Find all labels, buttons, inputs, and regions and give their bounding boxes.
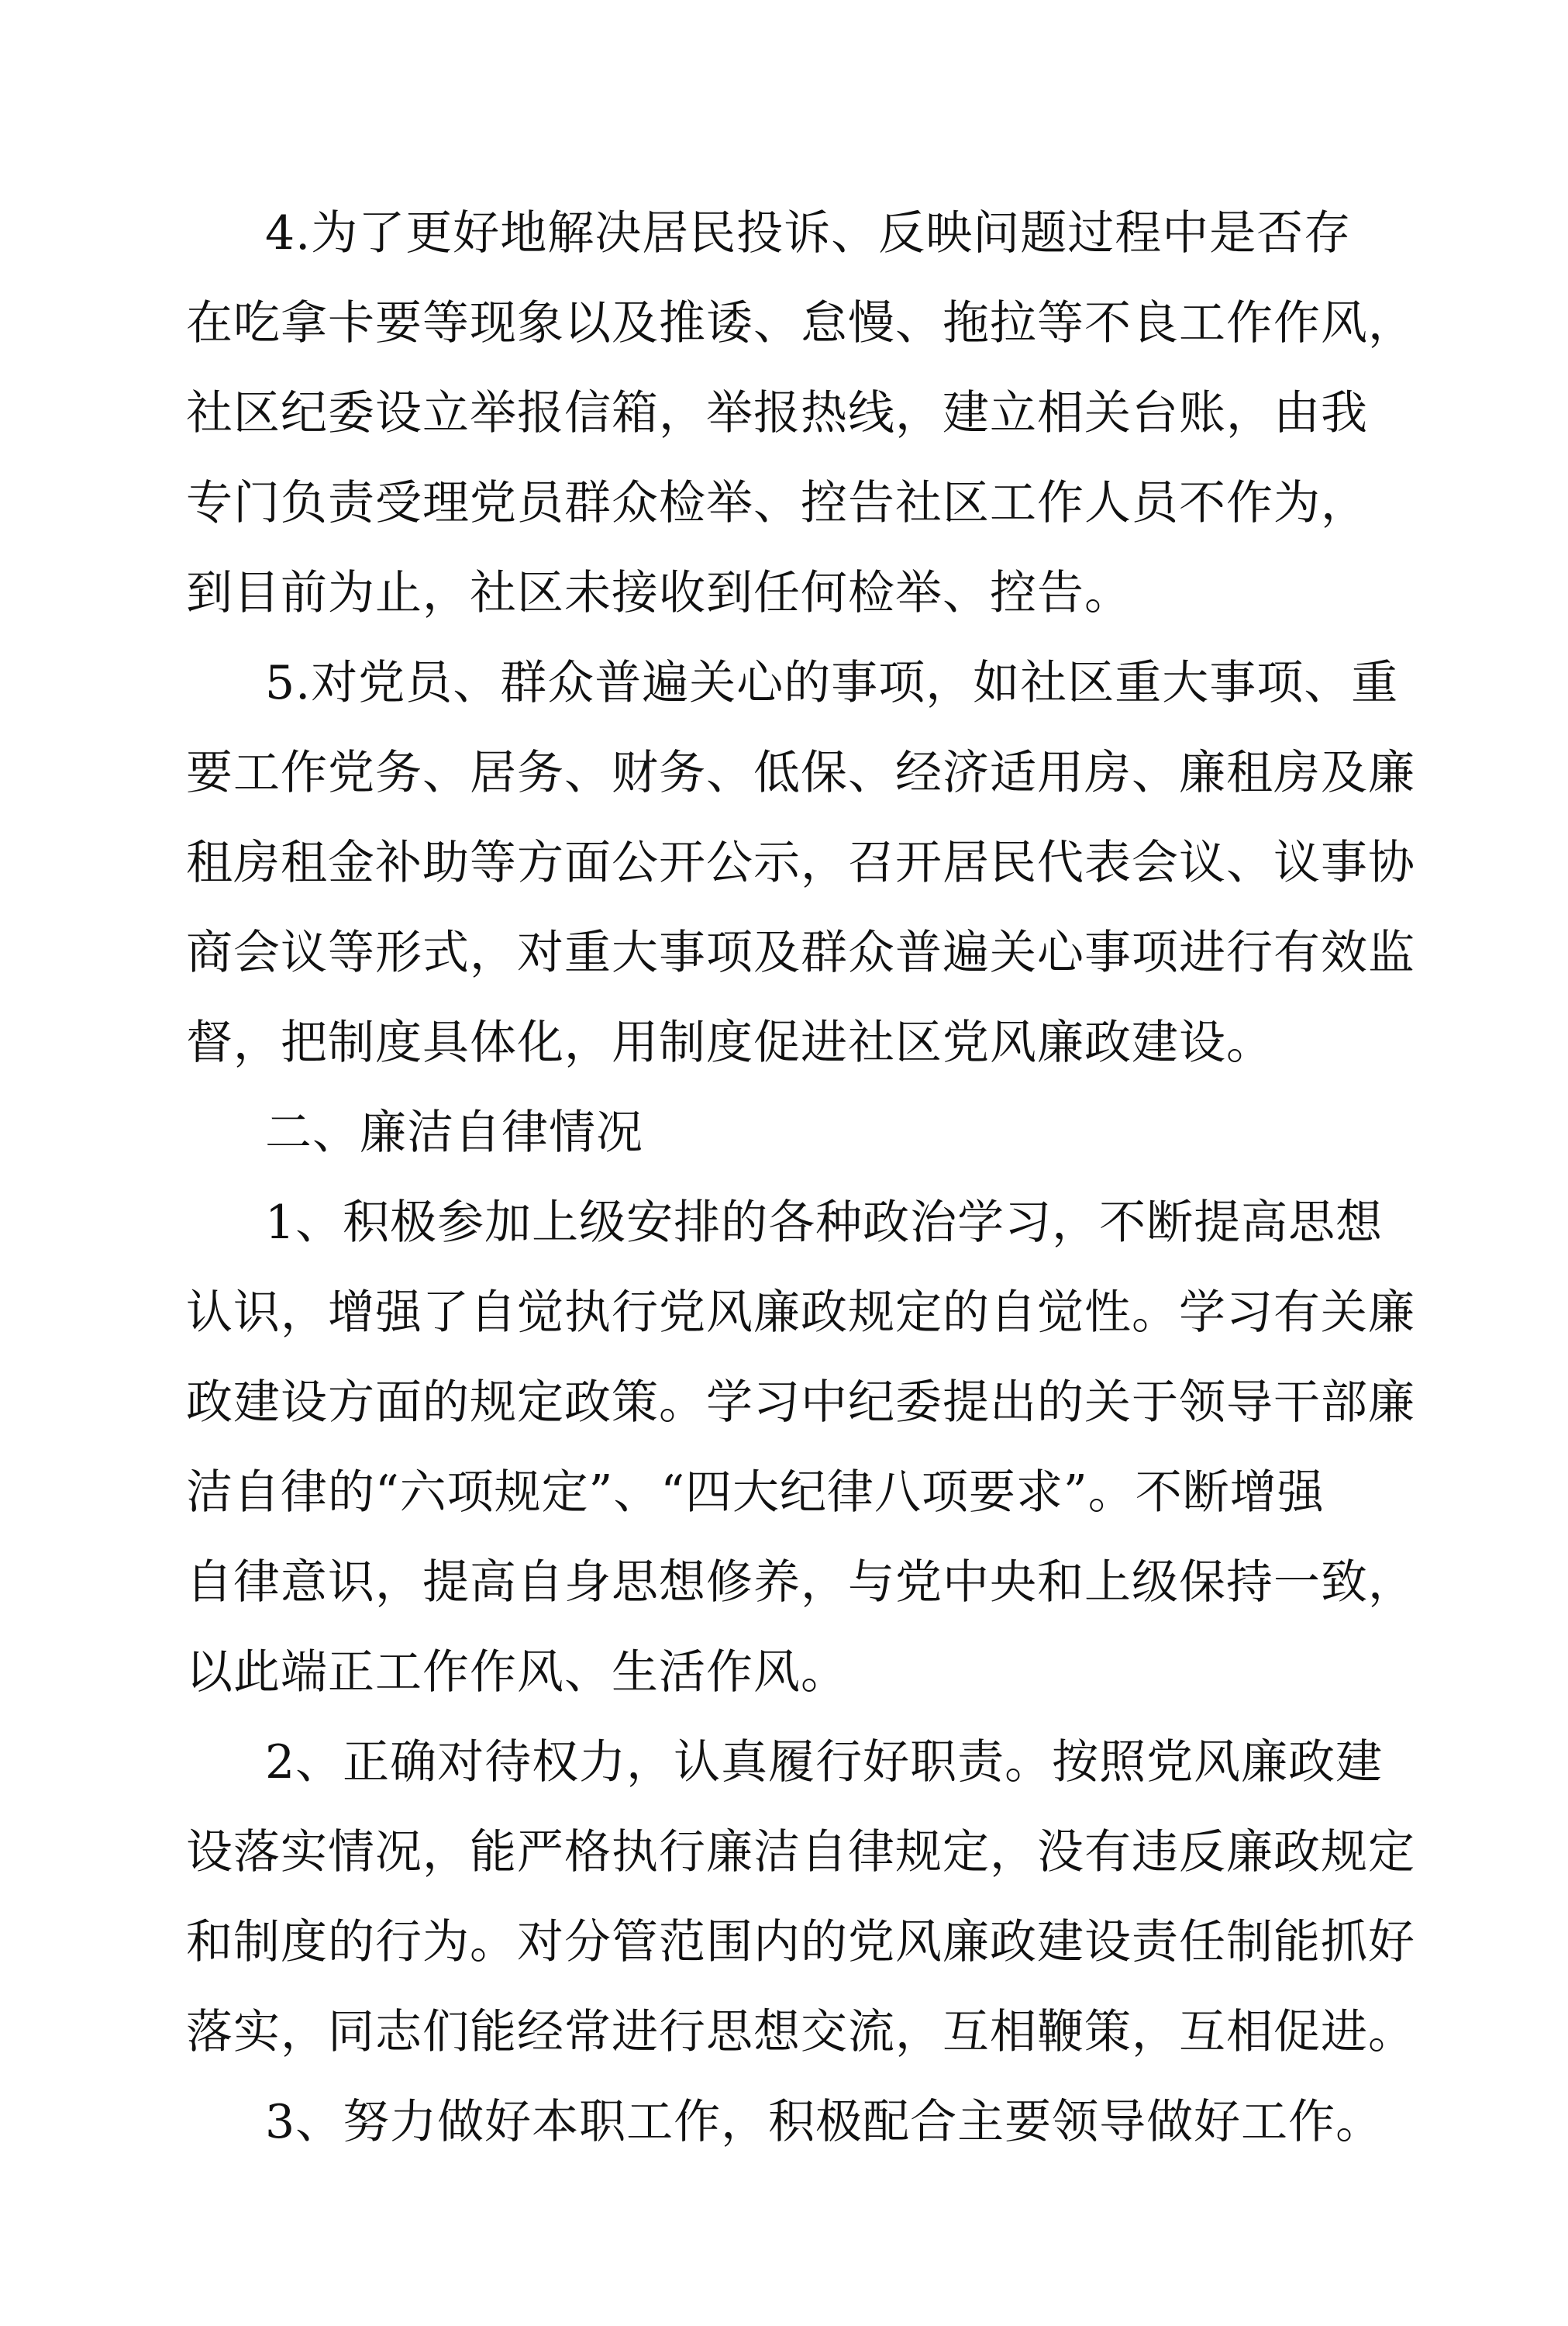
text-line: 到目前为止，社区未接收到任何检举、控告。 (186, 566, 1132, 620)
text-line: 政建设方面的规定政策。学习中纪委提出的关于领导干部廉 (186, 1375, 1415, 1430)
section-heading: 二、廉洁自律情况 (265, 1106, 643, 1160)
text-line: 设落实情况，能严格执行廉洁自律规定，没有违反廉政规定 (186, 1825, 1415, 1879)
text-line: 洁自律的“六项规定”、“四大纪律八项要求”。不断增强 (186, 1465, 1325, 1520)
text-line: 4.为了更好地解决居民投诉、反映问题过程中是否存 (265, 206, 1352, 261)
text-line: 租房租金补助等方面公开公示，召开居民代表会议、议事协 (186, 836, 1415, 890)
text-line: 以此端正工作作风、生活作风。 (186, 1645, 848, 1700)
text-line: 商会议等形式，对重大事项及群众普遍关心事项进行有效监 (186, 926, 1415, 980)
text-line: 落实，同志们能经常进行思想交流，互相鞭策，互相促进。 (186, 2005, 1415, 2059)
text-line: 认识，增强了自觉执行党风廉政规定的自觉性。学习有关廉 (186, 1286, 1415, 1340)
text-line: 社区纪委设立举报信箱，举报热线，建立相关台账，由我 (186, 386, 1368, 440)
text-line: 自律意识，提高自身思想修养，与党中央和上级保持一致， (186, 1555, 1415, 1610)
text-line: 在吃拿卡要等现象以及推诿、怠慢、拖拉等不良工作作风， (186, 296, 1415, 350)
text-line: 2、正确对待权力，认真履行好职责。按照党风廉政建 (265, 1735, 1384, 1789)
text-line: 要工作党务、居务、财务、低保、经济适用房、廉租房及廉 (186, 746, 1415, 800)
text-line: 督，把制度具体化，用制度促进社区党风廉政建设。 (186, 1016, 1273, 1070)
text-line: 专门负责受理党员群众检举、控告社区工作人员不作为， (186, 476, 1368, 530)
text-line: 3、努力做好本职工作，积极配合主要领导做好工作。 (265, 2095, 1384, 2149)
text-line: 5.对党员、群众普遍关心的事项，如社区重大事项、重 (265, 656, 1399, 710)
text-line: 和制度的行为。对分管范围内的党风廉政建设责任制能抓好 (186, 1915, 1415, 1969)
text-line: 1、积极参加上级安排的各种政治学习，不断提高思想 (265, 1196, 1384, 1250)
